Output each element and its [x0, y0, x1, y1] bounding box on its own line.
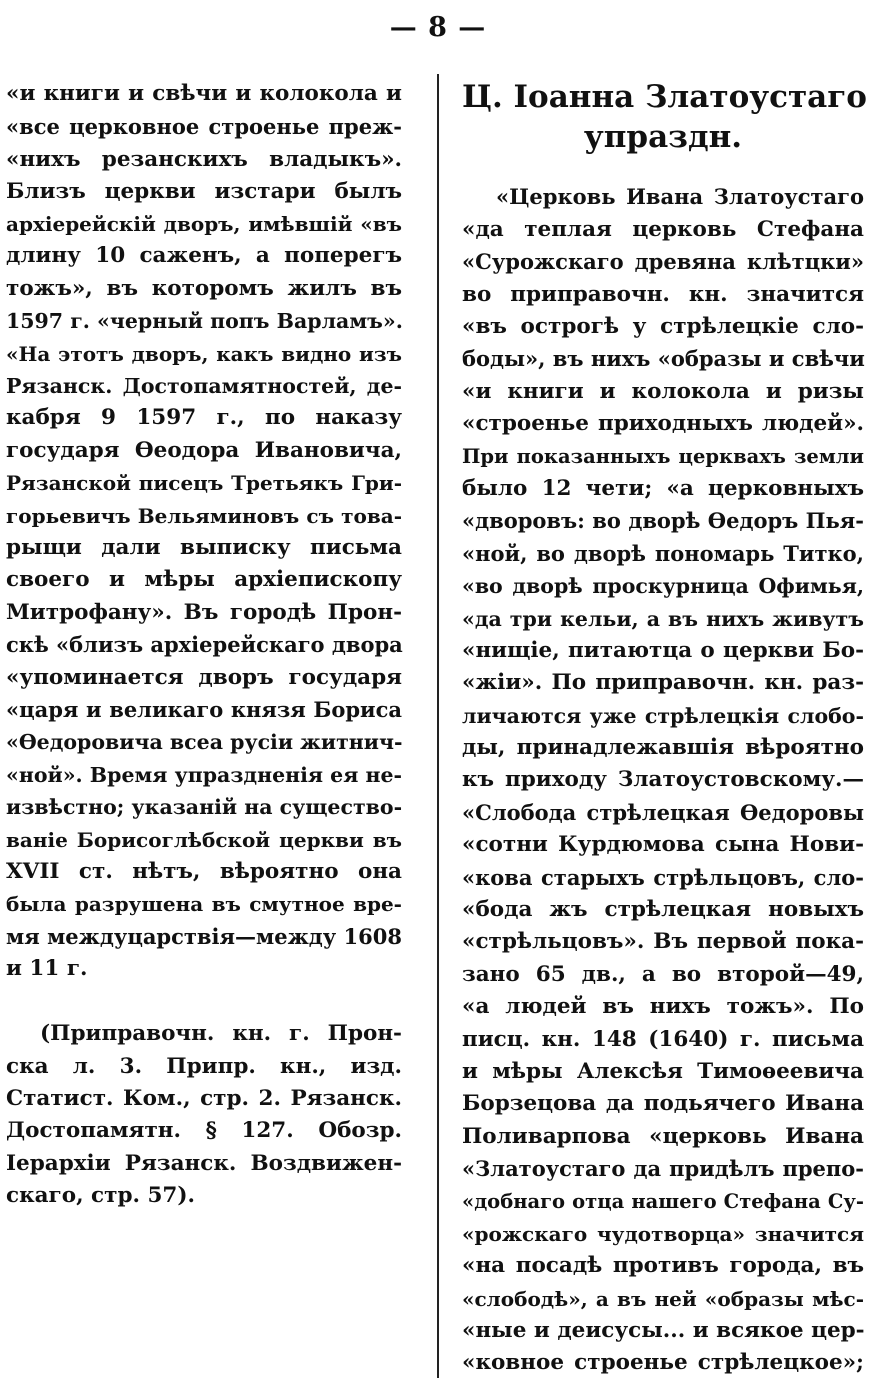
text-line: и мѣры Алексѣя Тимоѳеевича — [462, 1059, 864, 1084]
text-line: ды, принадлежавшія вѣроятно — [462, 735, 864, 760]
text-line: «Сурожскаго древяна клѣтцки» — [462, 249, 864, 274]
text-line: «добнаго отца нашего Стефана Су- — [462, 1190, 864, 1213]
text-line: «и книги и колокола и ризы — [462, 379, 864, 404]
page-number: — 8 — — [389, 12, 487, 43]
text-line: боды», въ нихъ «образы и свѣчи — [462, 346, 865, 371]
text-line: «нищіе, питаютца о церкви Бо- — [462, 638, 864, 663]
text-line: рыщи дали выписку письма — [6, 535, 402, 560]
text-line: архіерейскій дворъ, имѣвшій «въ — [6, 212, 402, 236]
text-line: «да теплая церковь Стефана — [462, 217, 864, 242]
text-line: зано 65 дв., а во второй—49, — [462, 962, 864, 987]
text-line: Рязанск. Достопамятностей, де- — [6, 374, 402, 398]
section-heading: Ц. Іоанна Златоустаго — [462, 79, 867, 115]
text-line: было 12 чети; «а церковныхъ — [462, 476, 864, 501]
text-line: «стрѣльцовъ». Въ первой пока- — [462, 929, 864, 954]
text-line: «Церковь Ивана Златоустаго — [496, 184, 864, 209]
text-line: была разрушена въ смутное вре- — [6, 892, 402, 916]
text-line: Рязанской писецъ Третьякъ Гри- — [6, 471, 402, 495]
reference-line: Достопамятн. § 127. Обозр. — [6, 1118, 402, 1143]
reference-line: (Приправочн. кн. г. Прон- — [40, 1021, 402, 1046]
text-line: длину 10 саженъ, а поперегъ — [6, 243, 402, 268]
reference-line: скаго, стр. 57). — [6, 1183, 196, 1208]
column-divider — [437, 74, 439, 1378]
text-line: «упоминается дворъ государя — [6, 665, 402, 690]
text-line: «на посадѣ противъ города, въ — [462, 1253, 864, 1278]
text-line: къ приходу Златоустовскому.— — [462, 767, 864, 792]
text-line: «ковное строенье стрѣлецкое»; — [462, 1350, 864, 1375]
text-line: При показанныхъ церквахъ земли — [462, 445, 864, 468]
text-line: «все церковное строенье преж- — [6, 114, 402, 139]
text-line: «кова старыхъ стрѣльцовъ, сло- — [462, 865, 864, 890]
reference-line: Іерархіи Рязанск. Воздвижен- — [6, 1151, 402, 1176]
text-line: «да три кельи, а въ нихъ живутъ — [462, 607, 864, 631]
section-heading-continued: упраздн. — [583, 119, 743, 155]
reference-line: Статист. Ком., стр. 2. Рязанск. — [6, 1086, 402, 1111]
text-line: «Ѳедоровича всеа русіи житнич- — [6, 730, 403, 754]
text-line: личаются уже стрѣлецкія слобо- — [462, 704, 864, 728]
text-line: «На этотъ дворъ, какъ видно изъ — [6, 342, 402, 366]
text-line: государя Ѳеодора Ивановича, — [6, 438, 402, 463]
text-line: мя междуцарствія—между 1608 — [6, 924, 403, 949]
text-line: «нихъ резанскихъ владыкъ». — [6, 147, 402, 172]
text-line: «а людей въ нихъ тожъ». По — [462, 994, 864, 1019]
text-line: «ной». Время упраздненія ея не- — [6, 763, 403, 787]
text-line: извѣстно; указаній на существо- — [6, 795, 403, 819]
text-line: Митрофану». Въ городѣ Прон- — [6, 600, 402, 625]
text-line: писц. кн. 148 (1640) г. письма — [462, 1027, 864, 1052]
text-line: «строенье приходныхъ людей». — [462, 411, 864, 436]
text-line: горьевичъ Вельяминовъ съ това- — [6, 504, 402, 528]
text-line: Борзецова да подьячего Ивана — [462, 1091, 864, 1116]
text-line: «бода жъ стрѣлецкая новыхъ — [462, 897, 864, 922]
text-line: ваніе Борисоглѣбской церкви въ — [6, 828, 402, 852]
text-line: XVII ст. нѣтъ, вѣроятно она — [6, 859, 402, 884]
text-line: своего и мѣры архіепископу — [6, 567, 402, 592]
text-line: во приправочн. кн. значится — [462, 282, 864, 307]
text-line: «и книги и свѣчи и колокола и — [6, 81, 402, 106]
text-line: «Слобода стрѣлецкая Ѳедоровы — [462, 800, 864, 825]
text-line: «слободѣ», а въ ней «образы мѣс- — [462, 1287, 864, 1311]
text-line: «Златоустаго да придѣлъ препо- — [462, 1156, 864, 1181]
text-line: скѣ «близъ архіерейскаго двора — [6, 632, 403, 657]
text-line: «ные и деисусы... и всякое цер- — [462, 1318, 865, 1343]
text-line: «жіи». По приправочн. кн. раз- — [462, 670, 864, 695]
text-line: и 11 г. — [6, 956, 88, 981]
reference-line: ска л. 3. Припр. кн., изд. — [6, 1054, 402, 1079]
text-line: «ной, во дворѣ пономарь Титко, — [462, 541, 864, 566]
text-line: «во дворѣ проскурница Офимья, — [462, 574, 864, 598]
text-line: «въ острогѣ у стрѣлецкіе сло- — [462, 314, 864, 339]
text-line: Близъ церкви изстари былъ — [6, 179, 402, 204]
text-line: «царя и великаго князя Бориса — [6, 697, 402, 722]
text-line: 1597 г. «черный попъ Варламъ». — [6, 309, 403, 333]
text-line: «сотни Курдюмова сына Нови- — [462, 832, 864, 857]
text-line: кабря 9 1597 г., по наказу — [6, 405, 402, 430]
text-line: «рожскаго чудотворца» значится — [462, 1222, 864, 1246]
text-line: Поливарпова «церковь Ивана — [462, 1124, 864, 1149]
text-line: «дворовъ: во дворѣ Ѳедоръ Пья- — [462, 508, 864, 533]
text-line: тожъ», въ которомъ жилъ въ — [6, 276, 402, 301]
